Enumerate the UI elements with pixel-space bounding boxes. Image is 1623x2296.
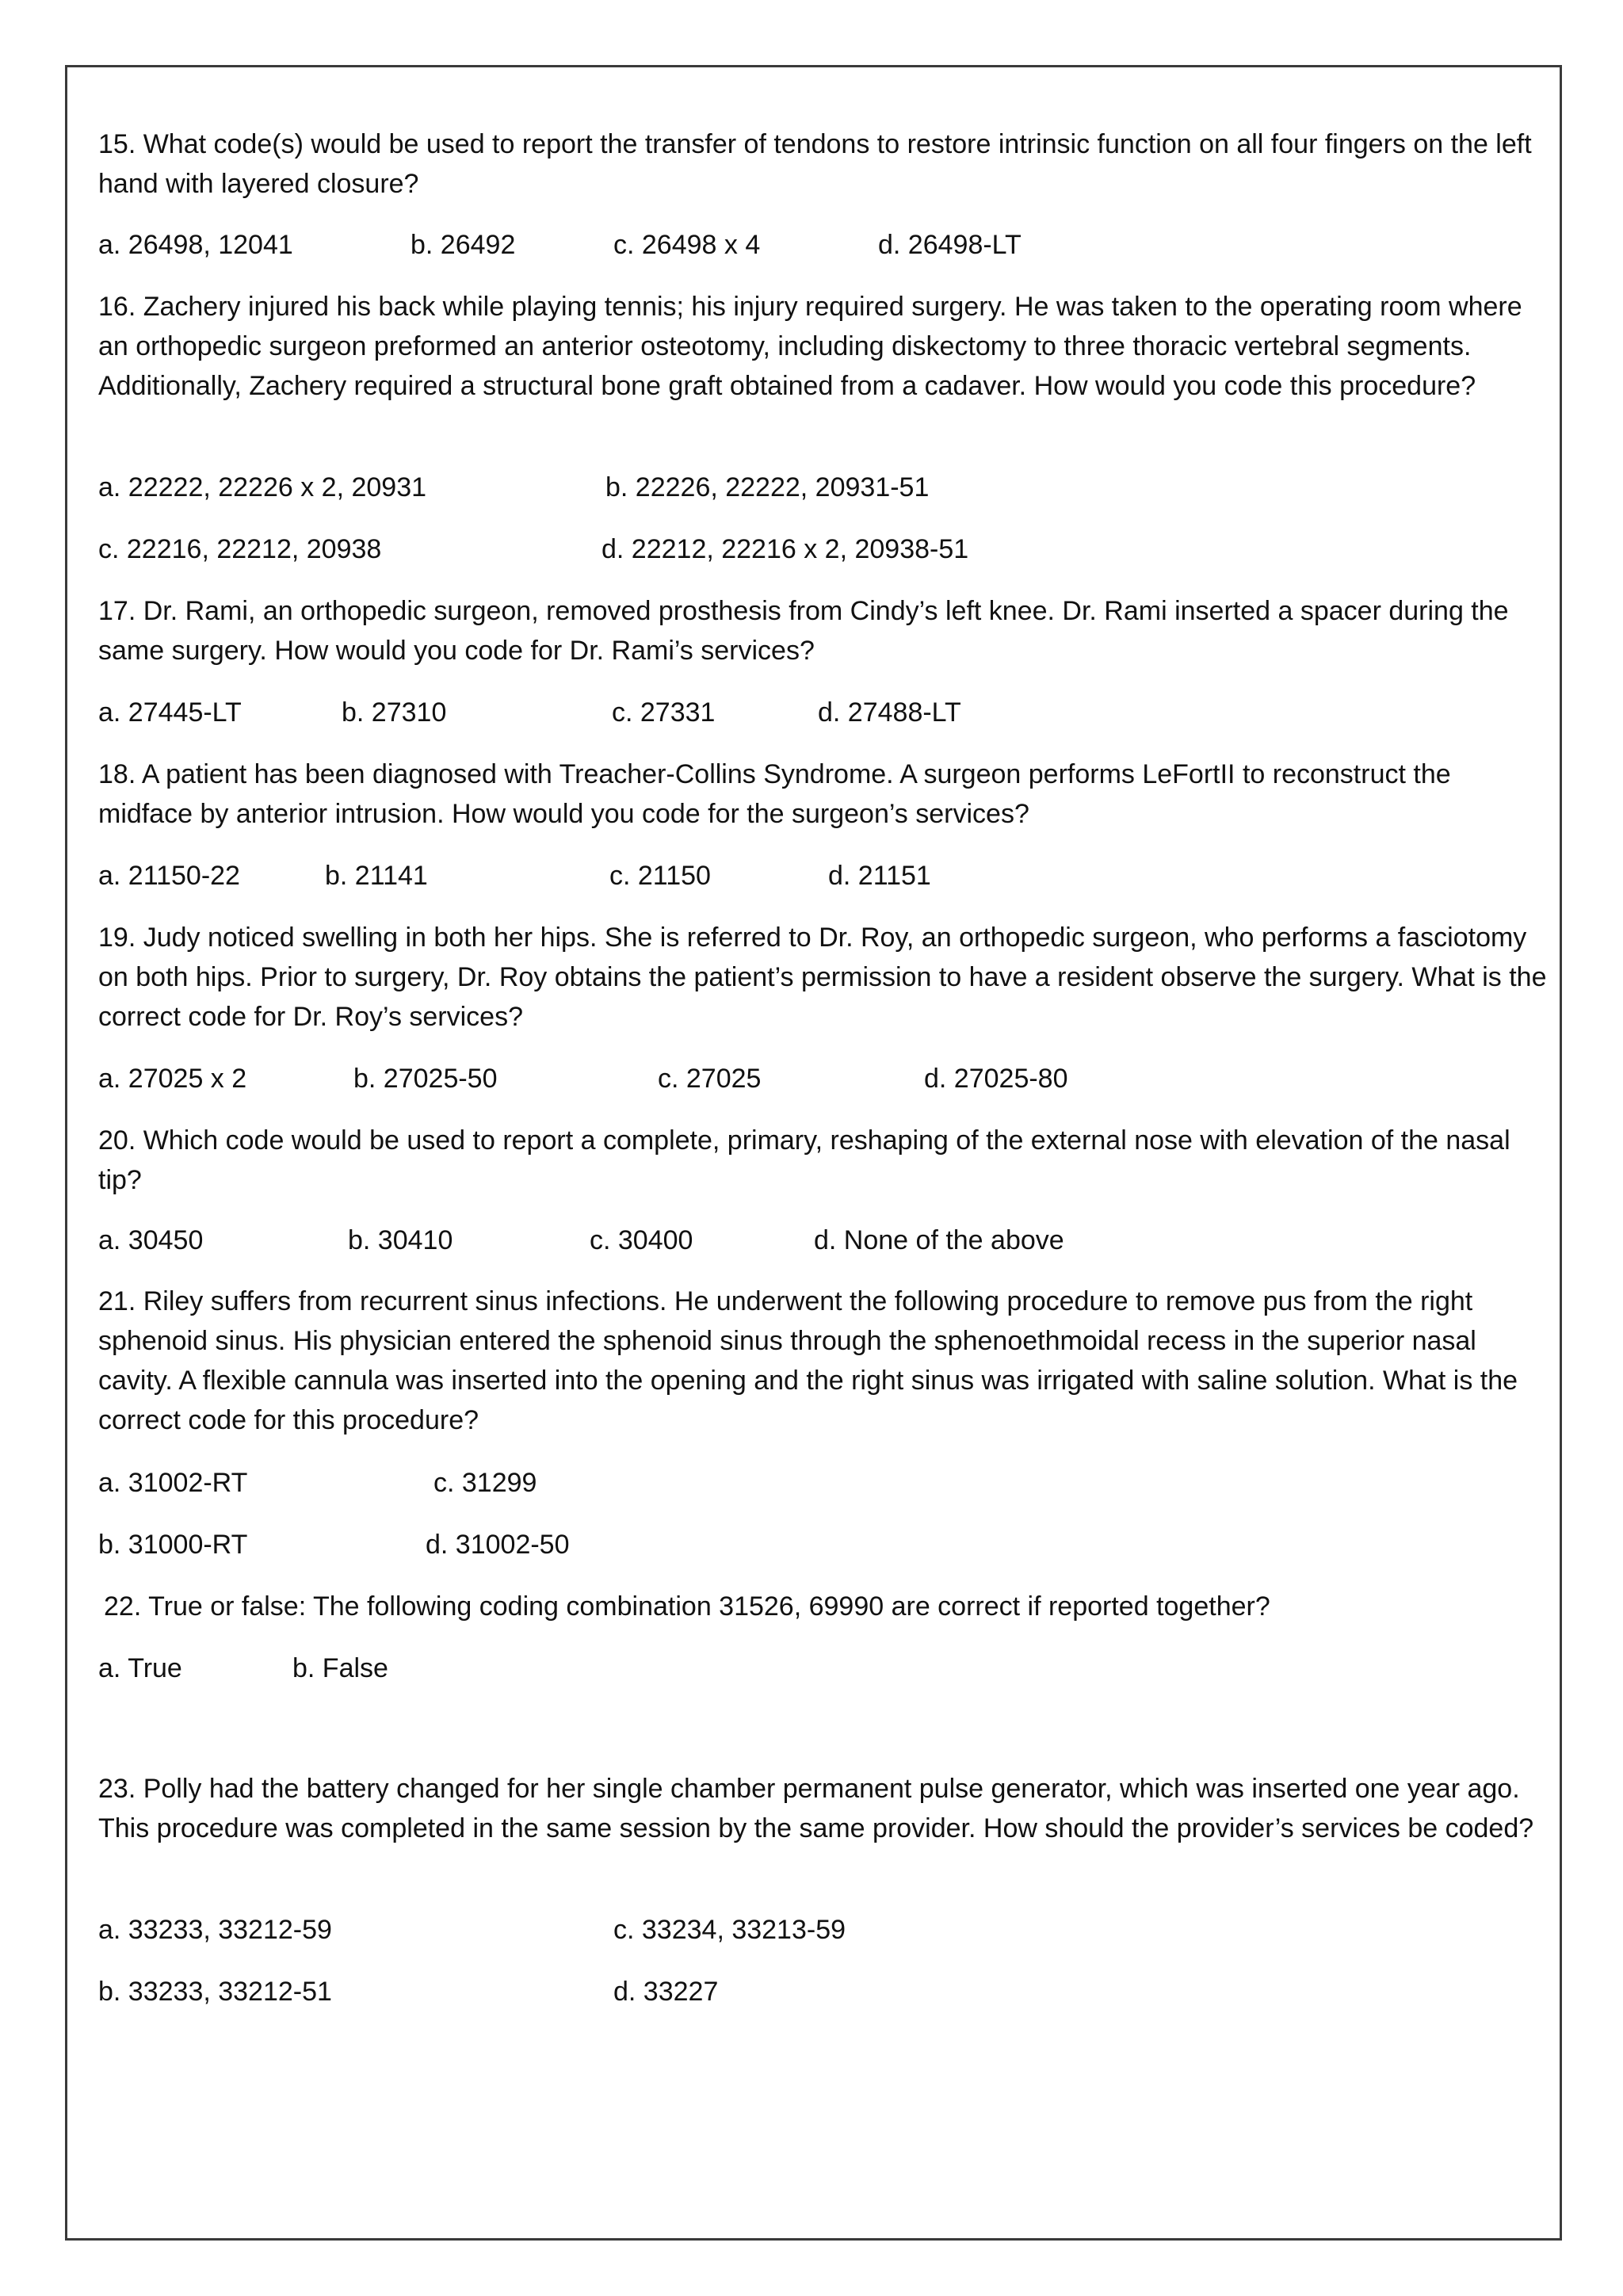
question-16-options-row1: [98, 468, 1549, 507]
question-22: [104, 1587, 1554, 1626]
question-23-options-row2: [98, 1972, 1549, 2011]
option-d: d. 21151: [828, 861, 931, 891]
question-number: 20.: [98, 1125, 136, 1156]
option-b: b. 26492: [411, 230, 516, 260]
question-23: [98, 1769, 1549, 1848]
option-d: d. None of the above: [814, 1225, 1064, 1255]
question-number: 22.: [104, 1591, 142, 1622]
question-17-options: [98, 693, 1549, 732]
question-text: Dr. Rami, an orthopedic surgeon, removed prosthesis from Cindy’s left knee. Dr. Rami inserted a spacer during the same surgery. How would you code for Dr. Rami’s services?: [98, 596, 1509, 666]
question-number: 15.: [98, 129, 136, 159]
option-c: c. 31299: [433, 1468, 537, 1498]
option-d: d. 33227: [613, 1977, 719, 2007]
option-b: b. 31000-RT: [98, 1530, 248, 1560]
option-c: c. 33234, 33213-59: [613, 1915, 846, 1945]
question-19-options: [98, 1059, 1549, 1098]
question-15: [98, 124, 1549, 204]
question-21: [98, 1282, 1549, 1440]
question-18-options: [98, 856, 1549, 896]
question-21-options-row2: [98, 1525, 1549, 1564]
option-b: b. 27025-50: [353, 1064, 498, 1094]
question-number: 23.: [98, 1774, 136, 1804]
question-20-options: [98, 1221, 1549, 1260]
option-a: a. True: [98, 1653, 182, 1683]
question-number: 16.: [98, 292, 136, 322]
question-20: [98, 1121, 1549, 1200]
question-text: Judy noticed swelling in both her hips. She is referred to Dr. Roy, an orthopedic surgeon, who performs a fasciotomy on both hips. Prior to surgery, Dr. Roy obtains the patient’s permission to have a resident observe the surgery. What is the correct code for Dr. Roy’s services?: [98, 923, 1547, 1032]
question-18: [98, 755, 1549, 834]
question-15-options: [98, 225, 1549, 265]
option-a: a. 30450: [98, 1225, 204, 1255]
option-d: d. 27025-80: [924, 1064, 1068, 1094]
question-16: [98, 287, 1549, 406]
question-text: A patient has been diagnosed with Treacher-Collins Syndrome. A surgeon performs LeFortII to reconstruct the midface by anterior intrusion. How would you code for the surgeon’s services?: [98, 759, 1451, 829]
question-number: 17.: [98, 596, 136, 626]
option-b: b. False: [292, 1653, 388, 1683]
question-text: Riley suffers from recurrent sinus infections. He underwent the following procedure to remove pus from the right sphenoid sinus. His physician entered the sphenoid sinus through the sphenoethmoidal recess in the superior nasal cavity. A flexible cannula was inserted into the opening and the right sinus was irrigated with saline solution. What is the correct code for this procedure?: [98, 1286, 1518, 1435]
option-d: d. 26498-LT: [878, 230, 1022, 260]
question-text: What code(s) would be used to report the transfer of tendons to restore intrinsic function on all four fingers on the left hand with layered closure?: [98, 129, 1532, 199]
question-22-options: [98, 1648, 1549, 1688]
question-text: Polly had the battery changed for her single chamber permanent pulse generator, which was inserted one year ago. This procedure was completed in the same session by the same provider. How should the provider’s services be coded?: [98, 1774, 1534, 1843]
question-text: Zachery injured his back while playing tennis; his injury required surgery. He was taken to the operating room where an orthopedic surgeon preformed an anterior osteotomy, including diskectomy to three thoracic vertebral segments. Additionally, Zachery required a structural bone graft obtained from a cadaver. How would you code this procedure?: [98, 292, 1522, 401]
option-a: a. 27025 x 2: [98, 1064, 247, 1094]
option-c: c. 22216, 22212, 20938: [98, 534, 382, 564]
question-text: Which code would be used to report a complete, primary, reshaping of the external nose with elevation of the nasal tip?: [98, 1125, 1510, 1195]
option-c: c. 27025: [658, 1064, 762, 1094]
option-d: d. 22212, 22216 x 2, 20938-51: [601, 534, 969, 564]
question-21-options-row1: [98, 1463, 1549, 1503]
question-number: 19.: [98, 923, 136, 953]
option-a: a. 26498, 12041: [98, 230, 293, 260]
option-a: a. 22222, 22226 x 2, 20931: [98, 472, 427, 502]
question-number: 21.: [98, 1286, 136, 1316]
question-number: 18.: [98, 759, 136, 789]
option-a: a. 27445-LT: [98, 697, 242, 728]
question-17: [98, 591, 1549, 670]
option-b: b. 22226, 22222, 20931-51: [605, 472, 930, 502]
option-b: b. 21141: [325, 861, 428, 891]
question-23-options-row1: [98, 1910, 1549, 1950]
option-a: a. 33233, 33212-59: [98, 1915, 332, 1945]
option-d: d. 27488-LT: [818, 697, 961, 728]
option-c: c. 30400: [590, 1225, 693, 1255]
question-16-options-row2: [98, 529, 1549, 569]
option-c: c. 26498 x 4: [613, 230, 761, 260]
option-b: b. 30410: [348, 1225, 453, 1255]
option-a: a. 21150-22: [98, 861, 240, 891]
option-a: a. 31002-RT: [98, 1468, 248, 1498]
option-c: c. 21150: [609, 861, 711, 891]
question-19: [98, 918, 1549, 1037]
option-c: c. 27331: [612, 697, 716, 728]
option-b: b. 33233, 33212-51: [98, 1977, 332, 2007]
option-b: b. 27310: [342, 697, 447, 728]
question-text: True or false: The following coding combination 31526, 69990 are correct if reported together?: [148, 1591, 1270, 1622]
option-d: d. 31002-50: [426, 1530, 570, 1560]
